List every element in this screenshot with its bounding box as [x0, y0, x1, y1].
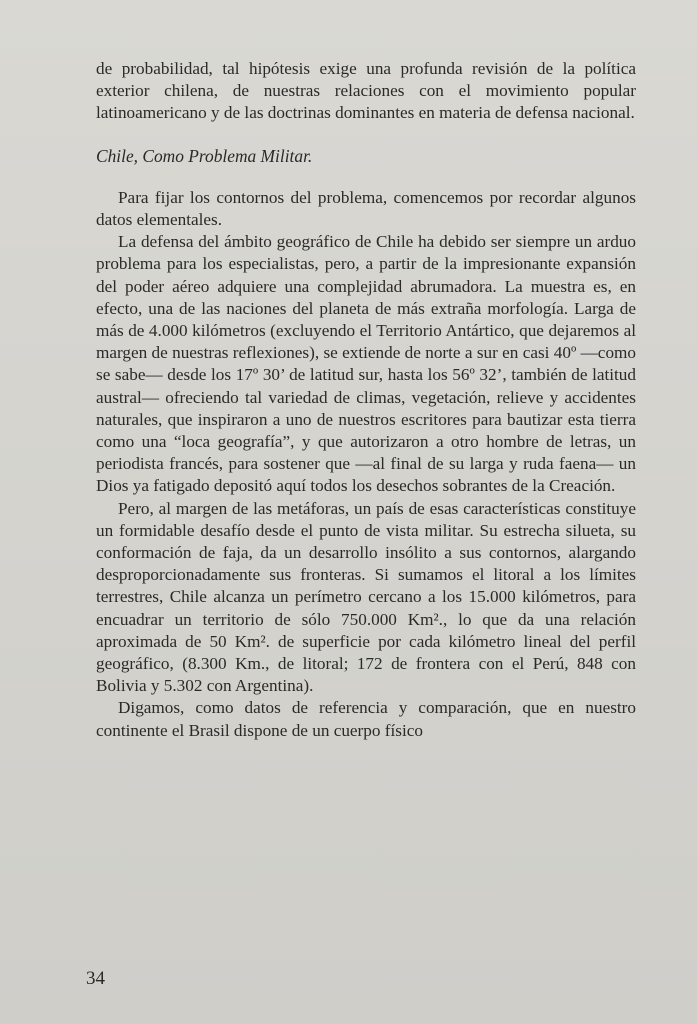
page-number: 34 — [86, 968, 105, 989]
paragraph: Para fijar los contornos del problema, comencemos por recordar algunos datos elementales. — [96, 187, 636, 230]
paragraph: Digamos, como datos de referencia y comparación, que en nuestro continente el Brasil dispone de un cuerpo físico — [96, 698, 636, 740]
section-heading: Chile, Como Problema Militar. — [96, 145, 313, 166]
paragraph-continuation: de probabilidad, tal hipótesis exige una profunda revisión de la política exterior chilena, de nuestras relaciones con el movimiento popular latinoamericano y de las doctrinas dominantes en materia de defensa nacional. — [96, 59, 636, 123]
body-text — [96, 58, 636, 742]
paragraph: La defensa del ámbito geográfico de Chile ha debido ser siempre un arduo problema para los especialistas, pero, a partir de la impresionante expansión del poder aéreo adquiere una complejidad abrumadora. La muestra es, en efecto, una de las naciones del planeta de más extraña morfología. Larga de más de 4.000 kilómetros (excluyendo el Territorio Antártico, que dejaremos al margen de nuestras reflexiones), se extiende de norte a sur en casi 40º —como se sabe— desde los 17º 30’ de latitud sur, hasta los 56º 32’, también de latitud austral— ofreciendo tal variedad de climas, vegetación, relieve y accidentes naturales, que inspiraron a uno de nuestros escritores para bautizar esta tierra como una “loca geografía”, y que autorizaron a otro hombre de letras, un periodista francés, para sostener que —al final de su larga y ruda faena— un Dios ya fatigado depositó aquí todos los desechos sobrantes de la Creación. — [96, 232, 636, 496]
paragraph: Pero, al margen de las metáforas, un país de esas características constituye un formidable desafío desde el punto de vista militar. Su estrecha silueta, su conformación de faja, da un desarrollo insólito a sus contornos, alargando desproporcionadamente sus fronteras. Si sumamos el litoral a los límites terrestres, Chile alcanza un perímetro cercano a los 15.000 kilómetros, para encuadrar un territorio de sólo 750.000 Km²., lo que da una relación aproximada de 50 Km². de superficie por cada kilómetro lineal del perfil geográfico, (8.300 Km., de litoral; 172 de frontera con el Perú, 848 con Bolivia y 5.302 con Argentina). — [96, 498, 636, 696]
